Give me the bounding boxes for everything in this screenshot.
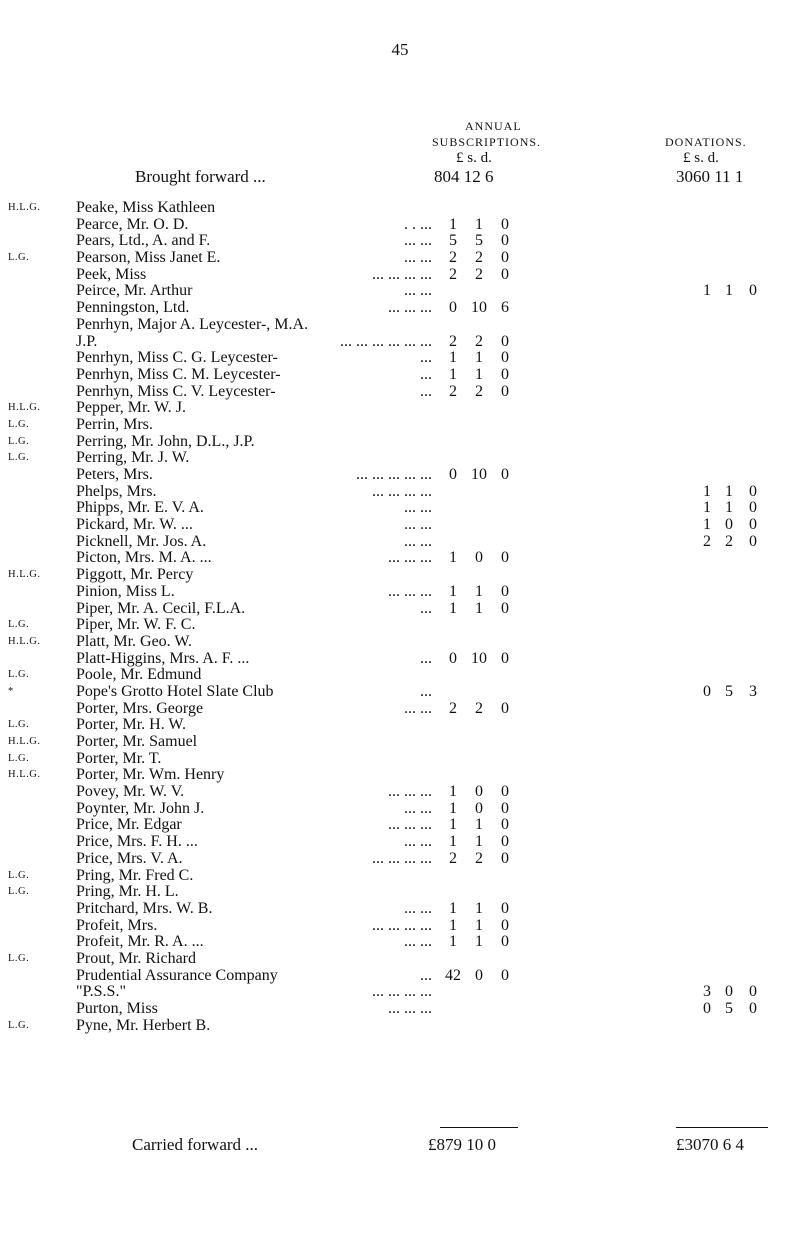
subscription-shillings: 1 <box>475 833 483 851</box>
subscription-pounds: 1 <box>449 549 457 567</box>
leader-dots: ... ... ... ... <box>372 482 432 500</box>
ledger-row <box>0 633 800 650</box>
ledger-row <box>0 650 800 667</box>
subscriber-name: Pring, Mr. H. L. <box>76 883 179 901</box>
subscription-pence: 0 <box>501 899 509 917</box>
donation-pounds: 2 <box>703 532 711 550</box>
subscriber-name: Peirce, Mr. Arthur <box>76 282 193 300</box>
membership-tag: L.G. <box>8 418 30 430</box>
subscriber-name: Price, Mrs. V. A. <box>76 849 183 867</box>
leader-dots: ... ... <box>404 799 432 817</box>
leader-dots: ... ... ... <box>388 783 432 801</box>
subscription-pence: 0 <box>501 232 509 250</box>
subscription-shillings: 10 <box>471 649 487 667</box>
subscriber-name: J.P. <box>76 332 98 350</box>
donation-shillings: 1 <box>725 282 733 300</box>
subscription-pence: 0 <box>501 549 509 567</box>
donation-pence: 0 <box>749 516 757 534</box>
subscription-pence: 0 <box>501 582 509 600</box>
ledger-row <box>0 399 800 416</box>
subscriber-name: Picknell, Mr. Jos. A. <box>76 532 207 550</box>
subscription-shillings: 1 <box>475 916 483 934</box>
subscription-shillings: 1 <box>475 816 483 834</box>
membership-tag: L.G. <box>8 669 30 681</box>
membership-tag: H.L.G. <box>8 769 41 781</box>
subscription-shillings: 2 <box>475 332 483 350</box>
subscription-pence: 0 <box>501 849 509 867</box>
ledger-row <box>0 1000 800 1017</box>
subscription-shillings: 1 <box>475 349 483 367</box>
donation-shillings: 5 <box>725 1000 733 1017</box>
subscriber-name: Pinion, Miss L. <box>76 582 175 600</box>
subscription-pence: 0 <box>501 966 509 984</box>
subscription-shillings: 1 <box>475 365 483 383</box>
ledger-row <box>0 950 800 967</box>
subscriber-name: Pepper, Mr. W. J. <box>76 399 187 417</box>
brought-forward-subscriptions: 804 12 6 <box>434 167 494 186</box>
donation-pounds: 1 <box>703 282 711 300</box>
subscriber-name: Piggott, Mr. Percy <box>76 566 194 584</box>
brought-forward-label: Brought forward ... <box>135 167 266 186</box>
ledger-row <box>0 349 800 366</box>
subscriptions-header-line2: SUBSCRIPTIONS. <box>432 135 542 149</box>
subscription-shillings: 10 <box>471 299 487 317</box>
subscriptions-units: £ s. d. <box>456 150 492 166</box>
ledger-row <box>0 816 800 833</box>
leader-dots: ... ... <box>404 249 432 267</box>
ledger-row <box>0 266 800 283</box>
membership-tag: L.G. <box>8 619 30 631</box>
leader-dots: ... ... ... <box>388 299 432 317</box>
donations-units: £ s. d. <box>683 150 719 166</box>
subscriber-name: Penrhyn, Major A. Leycester-, M.A. <box>76 315 309 333</box>
ledger-row <box>0 416 800 433</box>
subscriber-name: Phelps, Mrs. <box>76 482 157 500</box>
subscription-pence: 0 <box>501 783 509 801</box>
donation-shillings: 1 <box>725 482 733 500</box>
membership-tag: H.L.G. <box>8 736 41 747</box>
subscription-shillings: 1 <box>475 215 483 233</box>
membership-tag: L.G. <box>8 869 30 881</box>
subscription-pence: 0 <box>501 332 509 350</box>
ledger-row <box>0 933 800 950</box>
subscription-pounds: 1 <box>449 215 457 233</box>
donation-pence: 0 <box>749 282 757 300</box>
donation-pence: 0 <box>749 532 757 550</box>
subscription-pounds: 1 <box>449 365 457 383</box>
subscription-shillings: 1 <box>475 582 483 600</box>
ledger-row <box>0 216 800 233</box>
subscriber-name: Pritchard, Mrs. W. B. <box>76 899 213 917</box>
subscriber-name: Pears, Ltd., A. and F. <box>76 232 211 250</box>
ledger-row <box>0 516 800 533</box>
donation-pence: 0 <box>749 1000 757 1017</box>
ledger-row <box>0 466 800 483</box>
subscriber-name: Price, Mrs. F. H. ... <box>76 833 198 851</box>
subscription-pence: 0 <box>501 833 509 851</box>
donation-shillings: 0 <box>725 516 733 534</box>
ledger-row <box>0 549 800 566</box>
donation-pounds: 3 <box>703 983 711 1001</box>
subscriber-name: "P.S.S." <box>76 983 126 1001</box>
membership-tag: H.L.G. <box>8 569 41 581</box>
ledger-row <box>0 533 800 550</box>
ledger-row <box>0 316 800 333</box>
leader-dots: ... ... ... ... ... <box>356 466 432 483</box>
subscription-pence: 0 <box>501 799 509 817</box>
subscriber-name: Povey, Mr. W. V. <box>76 783 185 801</box>
leader-dots: ... ... ... ... <box>372 916 432 934</box>
subscription-pounds: 2 <box>449 849 457 867</box>
ledger-row <box>0 499 800 516</box>
membership-tag: H.L.G. <box>8 402 41 414</box>
subscriber-name: Poynter, Mr. John J. <box>76 799 205 817</box>
subscription-shillings: 2 <box>475 382 483 400</box>
subscription-shillings: 5 <box>475 232 483 250</box>
subscription-shillings: 1 <box>475 599 483 617</box>
subscription-shillings: 10 <box>471 466 487 483</box>
donation-pence: 0 <box>749 482 757 500</box>
ledger-row <box>0 433 800 450</box>
subscription-pence: 0 <box>501 215 509 233</box>
subscription-pounds: 2 <box>449 265 457 283</box>
subscription-pence: 0 <box>501 382 509 400</box>
ledger-row <box>0 366 800 383</box>
membership-tag: L.G. <box>8 435 30 447</box>
ledger-row <box>0 600 800 617</box>
subscription-pounds: 0 <box>449 649 457 667</box>
donation-pence: 0 <box>749 499 757 517</box>
carried-forward-label: Carried forward ... <box>132 1135 259 1154</box>
leader-dots: ... <box>420 966 432 984</box>
donation-shillings: 0 <box>725 983 733 1001</box>
subscriber-name: Porter, Mr. H. W. <box>76 716 187 734</box>
leader-dots: ... ... <box>404 232 432 250</box>
subscriber-name: Profeit, Mr. R. A. ... <box>76 933 204 951</box>
subscription-pounds: 1 <box>449 582 457 600</box>
ledger-row <box>0 917 800 934</box>
ledger-row <box>0 800 800 817</box>
ledger-row <box>0 850 800 867</box>
ledger-row <box>0 383 800 400</box>
subscriber-name: Platt, Mr. Geo. W. <box>76 632 193 650</box>
carried-forward-subscriptions: £879 10 0 <box>428 1135 496 1154</box>
ledger-row <box>0 199 800 216</box>
leader-dots: ... ... ... ... <box>372 849 432 867</box>
subscription-shillings: 0 <box>475 783 483 801</box>
subscription-pence: 0 <box>501 933 509 951</box>
subscription-pounds: 2 <box>449 332 457 350</box>
subscriber-name: Pring, Mr. Fred C. <box>76 866 194 884</box>
subscriber-name: Prudential Assurance Company <box>76 966 278 984</box>
leader-dots: . . ... <box>404 215 432 233</box>
subscription-shillings: 1 <box>475 933 483 951</box>
leader-dots: ... ... <box>404 899 432 917</box>
leader-dots: ... ... ... <box>388 549 432 567</box>
leader-dots: ... ... <box>404 499 432 517</box>
subscriber-name: Penrhyn, Miss C. M. Leycester- <box>76 365 281 383</box>
subscription-pence: 0 <box>501 249 509 267</box>
subscription-shillings: 1 <box>475 899 483 917</box>
subscriber-name: Peters, Mrs. <box>76 466 153 483</box>
leader-dots: ... ... ... ... <box>372 983 432 1001</box>
subscriber-name: Pyne, Mr. Herbert B. <box>76 1016 211 1034</box>
subscription-pence: 0 <box>501 699 509 717</box>
subscription-pence: 6 <box>501 299 509 317</box>
leader-dots: ... ... ... ... <box>372 265 432 283</box>
subscription-pounds: 2 <box>449 382 457 400</box>
subscription-pounds: 0 <box>449 299 457 317</box>
subscription-pence: 0 <box>501 599 509 617</box>
subscription-pounds: 1 <box>449 816 457 834</box>
ledger-row <box>0 583 800 600</box>
ledger-row <box>0 783 800 800</box>
membership-tag: H.L.G. <box>8 202 41 213</box>
leader-dots: ... ... <box>404 833 432 851</box>
ledger-row <box>0 766 800 783</box>
membership-tag: L.G. <box>8 452 30 464</box>
membership-tag: L.G. <box>8 1019 30 1031</box>
membership-tag: L.G. <box>8 952 30 964</box>
leader-dots: ... <box>420 599 432 617</box>
subscription-pounds: 0 <box>449 466 457 483</box>
leader-dots: ... ... ... ... ... ... <box>340 332 432 350</box>
membership-tag: H.L.G. <box>8 635 41 647</box>
ledger-row <box>0 716 800 733</box>
subscriptions-header-line1: ANNUAL <box>465 119 522 133</box>
ledger-row <box>0 566 800 583</box>
ledger-row <box>0 616 800 633</box>
donation-pounds: 0 <box>703 682 711 700</box>
ledger-row <box>0 666 800 683</box>
donation-shillings: 2 <box>725 532 733 550</box>
leader-dots: ... ... ... <box>388 1000 432 1017</box>
leader-dots: ... ... <box>404 699 432 717</box>
donation-shillings: 5 <box>725 682 733 700</box>
ledger-row <box>0 700 800 717</box>
leader-dots: ... <box>420 365 432 383</box>
subscriber-name: Penningston, Ltd. <box>76 299 190 317</box>
membership-tag: * <box>8 685 14 697</box>
subscription-pence: 0 <box>501 365 509 383</box>
subscription-pounds: 1 <box>449 599 457 617</box>
membership-tag: L.G. <box>8 886 30 898</box>
subscription-pounds: 1 <box>449 899 457 917</box>
subscriber-name: Perrin, Mrs. <box>76 415 153 433</box>
membership-tag: L.G. <box>8 752 30 764</box>
ledger-row <box>0 232 800 249</box>
donations-total-rule <box>676 1127 768 1128</box>
subscription-pence: 0 <box>501 649 509 667</box>
ledger-row <box>0 1017 800 1034</box>
subscriber-name: Porter, Mrs. George <box>76 699 204 717</box>
subscription-shillings: 2 <box>475 265 483 283</box>
leader-dots: ... ... <box>404 933 432 951</box>
donation-pounds: 1 <box>703 516 711 534</box>
donation-pounds: 1 <box>703 499 711 517</box>
subscriber-name: Phipps, Mr. E. V. A. <box>76 499 204 517</box>
ledger-row <box>0 883 800 900</box>
subscription-pounds: 42 <box>445 966 461 984</box>
ledger-row <box>0 449 800 466</box>
membership-tag: L.G. <box>8 252 30 264</box>
subscriber-name: Pickard, Mr. W. ... <box>76 516 193 534</box>
subscriber-name: Piper, Mr. A. Cecil, F.L.A. <box>76 599 246 617</box>
donation-pounds: 1 <box>703 482 711 500</box>
subscription-pence: 0 <box>501 816 509 834</box>
ledger-row <box>0 733 800 750</box>
ledger-row <box>0 983 800 1000</box>
subscription-pounds: 1 <box>449 933 457 951</box>
subscriber-name: Peek, Miss <box>76 265 147 283</box>
subscription-pounds: 1 <box>449 833 457 851</box>
leader-dots: ... ... <box>404 532 432 550</box>
ledger-row <box>0 867 800 884</box>
leader-dots: ... <box>420 649 432 667</box>
subscriber-name: Purton, Miss <box>76 1000 158 1017</box>
ledger-row <box>0 900 800 917</box>
subscriber-name: Profeit, Mrs. <box>76 916 158 934</box>
subscriber-name: Porter, Mr. T. <box>76 749 162 767</box>
subscription-pence: 0 <box>501 916 509 934</box>
subscriber-name: Piper, Mr. W. F. C. <box>76 616 196 634</box>
subscription-shillings: 2 <box>475 249 483 267</box>
subscriber-name: Perring, Mr. J. W. <box>76 449 190 467</box>
subscriber-name: Price, Mr. Edgar <box>76 816 182 834</box>
ledger-row <box>0 833 800 850</box>
ledger-row <box>0 333 800 350</box>
ledger-row <box>0 750 800 767</box>
subscriber-name: Penrhyn, Miss C. G. Leycester- <box>76 349 278 367</box>
subscription-pounds: 1 <box>449 799 457 817</box>
membership-tag: L.G. <box>8 719 30 731</box>
subscriber-name: Porter, Mr. Wm. Henry <box>76 766 225 784</box>
carried-forward-donations: £3070 6 4 <box>676 1135 744 1154</box>
leader-dots: ... ... <box>404 516 432 534</box>
ledger-row <box>0 967 800 984</box>
subscriber-name: Porter, Mr. Samuel <box>76 733 198 750</box>
subscription-pounds: 1 <box>449 783 457 801</box>
subscriber-name: Prout, Mr. Richard <box>76 949 196 967</box>
leader-dots: ... <box>420 682 432 700</box>
donation-shillings: 1 <box>725 499 733 517</box>
leader-dots: ... <box>420 349 432 367</box>
subscriber-name: Penrhyn, Miss C. V. Leycester- <box>76 382 276 400</box>
ledger-row <box>0 683 800 700</box>
ledger-row <box>0 282 800 299</box>
subscriber-name: Peake, Miss Kathleen <box>76 199 216 216</box>
subscription-pence: 0 <box>501 466 509 483</box>
donations-header: DONATIONS. <box>665 135 747 149</box>
subscription-shillings: 2 <box>475 699 483 717</box>
leader-dots: ... ... ... <box>388 816 432 834</box>
brought-forward-donations: 3060 11 1 <box>676 167 744 186</box>
ledger-row <box>0 483 800 500</box>
subscription-pounds: 5 <box>449 232 457 250</box>
subscription-pounds: 2 <box>449 249 457 267</box>
subscription-pence: 0 <box>501 349 509 367</box>
subscription-shillings: 0 <box>475 549 483 567</box>
subscriber-name: Platt-Higgins, Mrs. A. F. ... <box>76 649 250 667</box>
leader-dots: ... ... <box>404 282 432 300</box>
leader-dots: ... <box>420 382 432 400</box>
subscriber-name: Pope's Grotto Hotel Slate Club <box>76 682 274 700</box>
donation-pounds: 0 <box>703 1000 711 1017</box>
subscription-shillings: 0 <box>475 799 483 817</box>
subscriber-name: Perring, Mr. John, D.L., J.P. <box>76 432 255 450</box>
subscription-shillings: 0 <box>475 966 483 984</box>
subscription-shillings: 2 <box>475 849 483 867</box>
subscriber-name: Pearce, Mr. O. D. <box>76 215 189 233</box>
ledger-row <box>0 299 800 316</box>
subscription-pounds: 1 <box>449 349 457 367</box>
subscription-pounds: 2 <box>449 699 457 717</box>
donation-pence: 3 <box>749 682 757 700</box>
donation-pence: 0 <box>749 983 757 1001</box>
ledger-entries <box>0 199 800 1033</box>
subscriber-name: Pearson, Miss Janet E. <box>76 249 221 267</box>
subscription-pence: 0 <box>501 265 509 283</box>
subscriber-name: Poole, Mr. Edmund <box>76 666 202 684</box>
subscriber-name: Picton, Mrs. M. A. ... <box>76 549 212 567</box>
leader-dots: ... ... ... <box>388 582 432 600</box>
ledger-row <box>0 249 800 266</box>
subscriptions-total-rule <box>440 1127 518 1128</box>
subscription-pounds: 1 <box>449 916 457 934</box>
page-number: 45 <box>391 40 409 59</box>
